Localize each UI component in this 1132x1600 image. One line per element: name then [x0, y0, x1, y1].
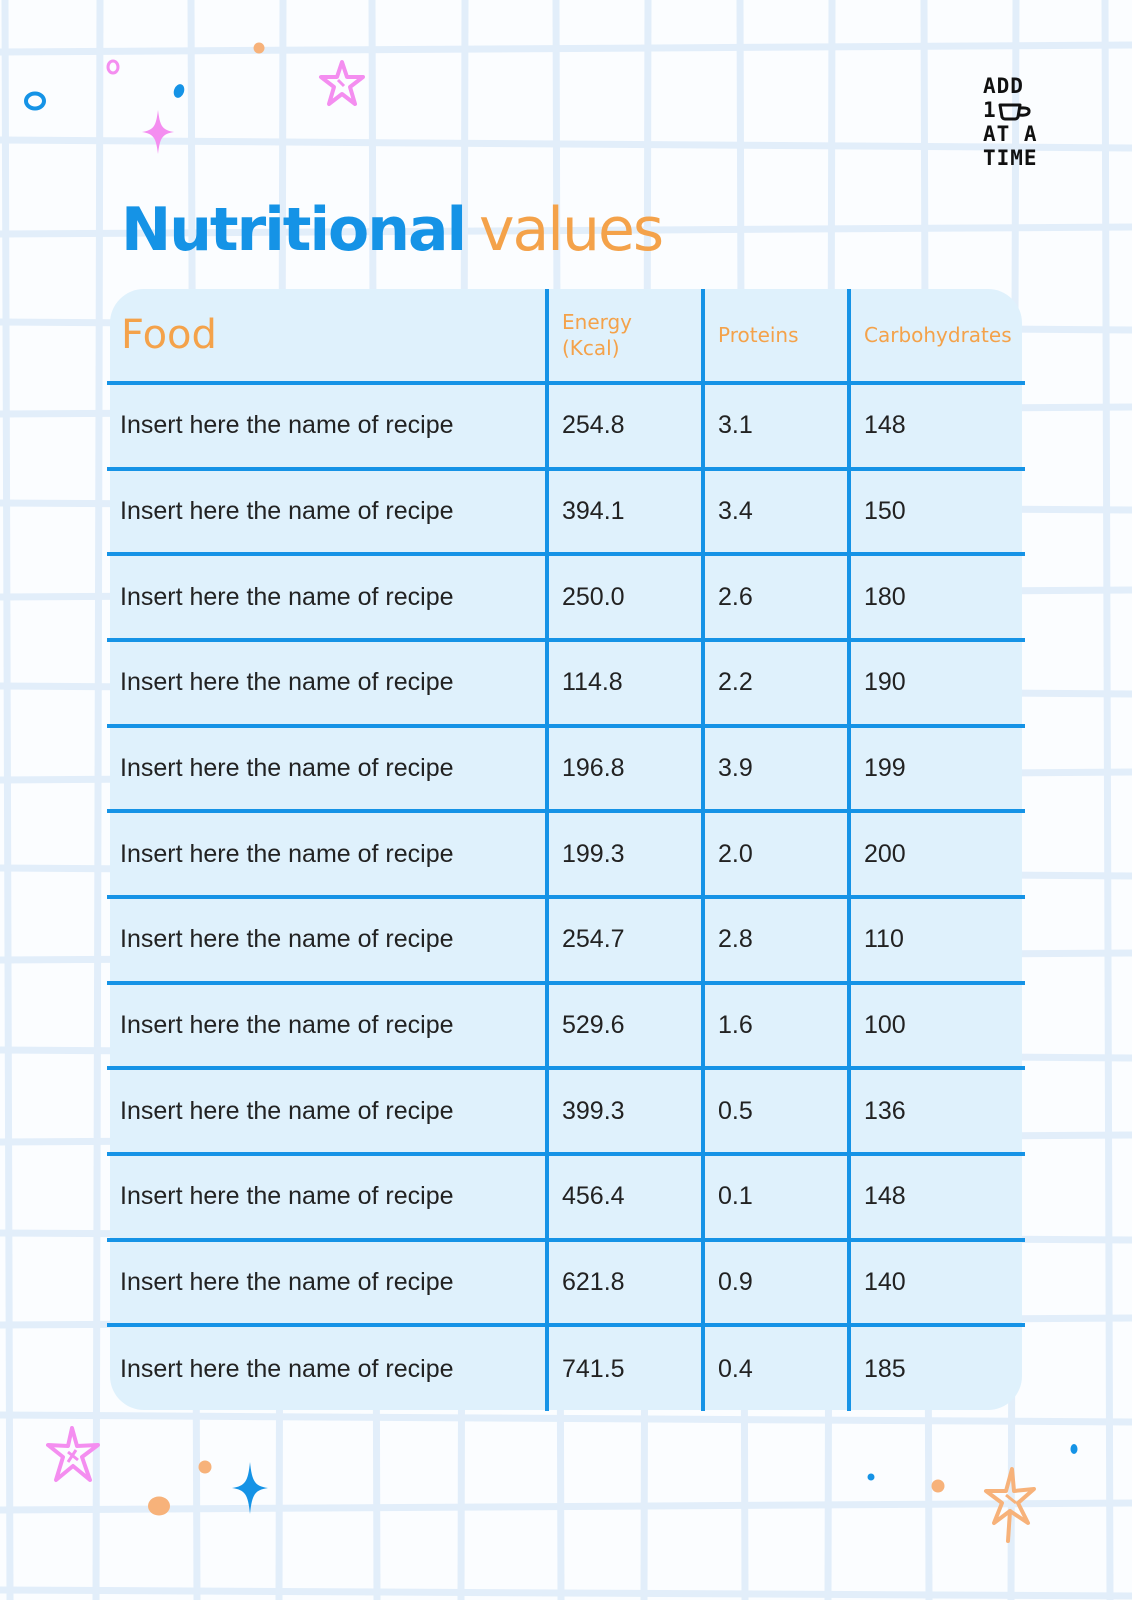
- ring-icon: [104, 58, 122, 76]
- table-row: [107, 1325, 1025, 1411]
- cell-food: Insert here the name of recipe: [107, 469, 547, 555]
- cell-energy: 196.8: [547, 726, 703, 812]
- brand-logo-line: TIME: [983, 146, 1038, 170]
- cell-food: Insert here the name of recipe: [120, 1354, 454, 1383]
- cell-food: Insert here the name of recipe: [107, 1154, 547, 1240]
- cell-energy: 741.5: [547, 1325, 703, 1411]
- star-icon: [982, 1465, 1038, 1545]
- cell-food: Insert here the name of recipe: [107, 640, 547, 726]
- cell-carbohydrates: 148: [849, 383, 1025, 469]
- cell-carbohydrates: 148: [849, 1154, 1025, 1240]
- table-header-row: [107, 289, 1025, 383]
- table-row: [107, 554, 1025, 640]
- cell-food: Insert here the name of recipe: [107, 1240, 547, 1326]
- dot-icon: [197, 1459, 213, 1475]
- cell-carbohydrates: 199: [849, 726, 1025, 812]
- page-title: [121, 192, 662, 268]
- cell-energy: 621.8: [547, 1240, 703, 1326]
- table-row: [107, 1068, 1025, 1154]
- cell-food: Insert here the name of recipe: [107, 554, 547, 640]
- cell-carbohydrates: 136: [849, 1068, 1025, 1154]
- cell-proteins: 3.9: [703, 726, 849, 812]
- cell-proteins: 2.0: [703, 811, 849, 897]
- cell-carbohydrates: 185: [849, 1325, 1025, 1411]
- cell-proteins: 3.1: [703, 383, 849, 469]
- sparkle-icon: [140, 108, 176, 156]
- table-row: [107, 897, 1025, 983]
- cell-proteins: 3.4: [703, 469, 849, 555]
- page-title-word-2: values: [479, 195, 663, 265]
- table-row: [107, 469, 1025, 555]
- star-icon: [318, 58, 366, 110]
- table-row: [107, 811, 1025, 897]
- table-row: [107, 1154, 1025, 1240]
- header-food: Food: [107, 289, 547, 383]
- cell-carbohydrates: 100: [849, 983, 1025, 1069]
- header-carbohydrates: Carbohydrates: [849, 289, 1025, 383]
- cell-carbohydrates: 190: [849, 640, 1025, 726]
- cell-proteins: 2.6: [703, 554, 849, 640]
- cell-energy: 394.1: [547, 469, 703, 555]
- dot-icon: [1068, 1442, 1080, 1456]
- cell-energy: 254.7: [547, 897, 703, 983]
- ring-icon: [22, 90, 48, 112]
- cup-icon: [997, 101, 1037, 121]
- dot-icon: [252, 41, 266, 55]
- cell-proteins: 0.1: [703, 1154, 849, 1240]
- brand-logo-line: ADD: [983, 74, 1024, 98]
- cell-energy: 456.4: [547, 1154, 703, 1240]
- dot-icon: [866, 1472, 876, 1482]
- cell-energy: 250.0: [547, 554, 703, 640]
- cell-energy: 254.8: [547, 383, 703, 469]
- cell-proteins: 2.8: [703, 897, 849, 983]
- cell-food: Insert here the name of recipe: [107, 726, 547, 812]
- table-row: [107, 383, 1025, 469]
- page-title-word-1: Nutritional: [121, 195, 466, 265]
- cell-energy: 199.3: [547, 811, 703, 897]
- cell-food: Insert here the name of recipe: [107, 983, 547, 1069]
- cell-proteins: 0.4: [703, 1325, 849, 1411]
- cell-food: Insert here the name of recipe: [107, 1068, 547, 1154]
- brand-logo-line: 1: [983, 98, 997, 122]
- cell-food: Insert here the name of recipe: [107, 811, 547, 897]
- header-energy-line-2: (Kcal): [562, 336, 620, 360]
- dot-icon: [930, 1478, 946, 1494]
- cell-carbohydrates: 140: [849, 1240, 1025, 1326]
- brand-logo: [983, 74, 1063, 170]
- cell-food: Insert here the name of recipe: [107, 383, 547, 469]
- star-icon: [46, 1424, 102, 1486]
- cell-proteins: 1.6: [703, 983, 849, 1069]
- table-row: [107, 640, 1025, 726]
- header-energy: [547, 289, 703, 383]
- cell-energy: 114.8: [547, 640, 703, 726]
- cell-energy: 529.6: [547, 983, 703, 1069]
- header-energy-line-1: Energy: [562, 310, 633, 334]
- cell-proteins: 0.5: [703, 1068, 849, 1154]
- cell-food: Insert here the name of recipe: [107, 897, 547, 983]
- nutrition-table: [107, 289, 1025, 1411]
- brand-logo-line: AT A: [983, 122, 1038, 146]
- sparkle-icon: [230, 1460, 270, 1516]
- table-row: [107, 983, 1025, 1069]
- cell-carbohydrates: 180: [849, 554, 1025, 640]
- table-row: [107, 726, 1025, 812]
- header-proteins: Proteins: [703, 289, 849, 383]
- dot-icon: [146, 1495, 172, 1517]
- table-row: [107, 1240, 1025, 1326]
- cell-proteins: 0.9: [703, 1240, 849, 1326]
- cell-energy: 399.3: [547, 1068, 703, 1154]
- cell-carbohydrates: 150: [849, 469, 1025, 555]
- dot-icon: [172, 82, 186, 100]
- cell-carbohydrates: 200: [849, 811, 1025, 897]
- cell-carbohydrates: 110: [849, 897, 1025, 983]
- cell-proteins: 2.2: [703, 640, 849, 726]
